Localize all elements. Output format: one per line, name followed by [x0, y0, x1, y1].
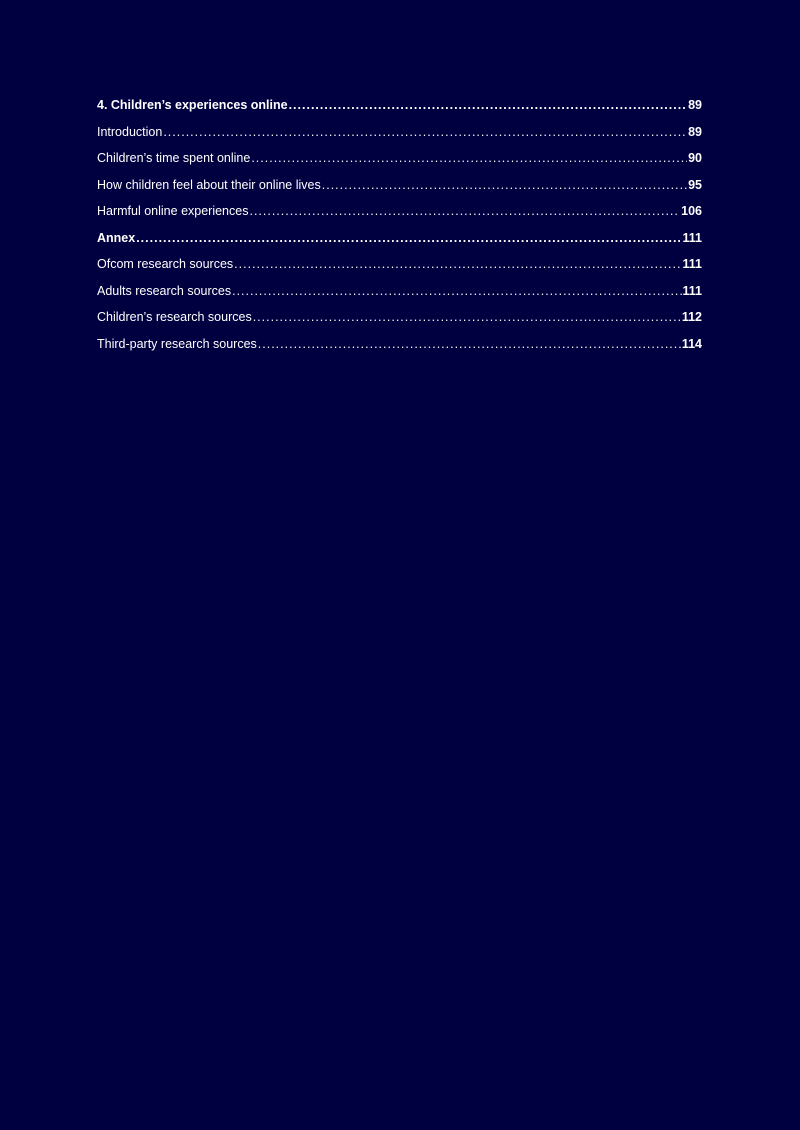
toc-entry-page: 111: [682, 257, 702, 271]
toc-entry-third-party-research-sources[interactable]: [97, 335, 702, 362]
toc-entry-childrens-experiences-online[interactable]: [97, 96, 702, 123]
toc-entry-title: Harmful online experiences: [97, 204, 249, 218]
toc-entry-adults-research-sources[interactable]: [97, 282, 702, 309]
toc-entry-page: 111: [682, 230, 702, 245]
toc-entry-title: Ofcom research sources: [97, 257, 234, 271]
toc-entry-harmful-online-experiences[interactable]: [97, 202, 702, 229]
toc-entry-page: 90: [688, 151, 702, 165]
toc-entry-how-children-feel[interactable]: [97, 176, 702, 203]
toc-entry-page: 95: [688, 177, 702, 192]
toc-dot-leader: [289, 96, 688, 114]
toc-dot-leader: [232, 282, 681, 300]
toc-entry-title: Third-party research sources: [97, 336, 257, 351]
toc-entry-title: 4. Children’s experiences online: [97, 98, 288, 112]
toc-entry-page: 111: [682, 283, 702, 298]
toc-entry-page: 106: [681, 204, 702, 218]
toc-entry-ofcom-research-sources[interactable]: [97, 255, 702, 282]
toc-entry-title: Introduction: [97, 124, 163, 139]
toc-entry-childrens-research-sources[interactable]: [97, 308, 702, 335]
toc-entry-childrens-time-spent-online[interactable]: [97, 149, 702, 176]
toc-dot-leader: [136, 229, 681, 247]
toc-dot-leader: [249, 202, 680, 220]
toc-entry-title: Children’s research sources: [97, 310, 252, 324]
toc-entry-annex[interactable]: [97, 229, 702, 256]
toc-entry-introduction[interactable]: [97, 123, 702, 150]
toc-dot-leader: [251, 149, 687, 167]
toc-entry-title: How children feel about their online lives: [97, 177, 321, 192]
toc-entry-title: Children’s time spent online: [97, 151, 251, 165]
toc-dot-leader: [322, 176, 687, 194]
toc-dot-leader: [258, 335, 681, 353]
toc-dot-leader: [253, 308, 681, 326]
toc-entry-page: 112: [681, 310, 702, 324]
table-of-contents: [97, 96, 702, 361]
toc-entry-page: 114: [681, 336, 702, 351]
toc-dot-leader: [163, 123, 687, 141]
toc-entry-title: Adults research sources: [97, 283, 232, 298]
toc-dot-leader: [234, 255, 681, 273]
toc-entry-title: Annex: [97, 230, 136, 245]
toc-entry-page: 89: [688, 98, 702, 112]
toc-entry-page: 89: [688, 124, 702, 139]
